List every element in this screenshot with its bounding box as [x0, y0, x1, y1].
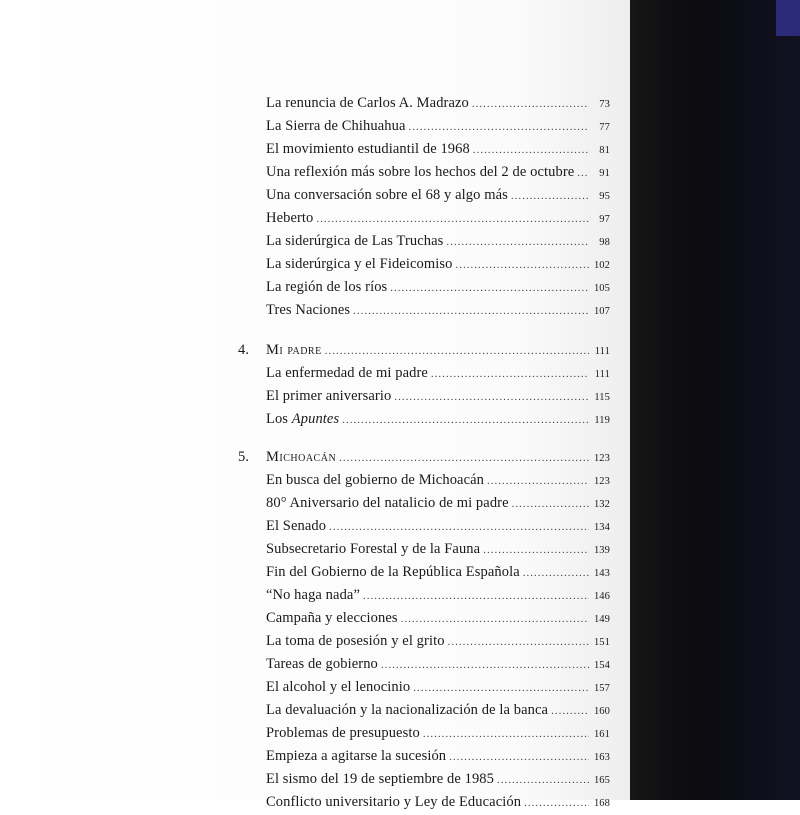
toc-entry — [238, 230, 610, 253]
toc-entry-title: El primer aniversario — [266, 388, 392, 404]
toc-entry-title: Conflicto universitario y Ley de Educación — [266, 794, 522, 810]
toc-entry — [238, 515, 610, 538]
toc-entry-page: 157 — [593, 683, 610, 694]
toc-entry-page: 91 — [599, 168, 610, 179]
toc-entry-title: Una conversación sobre el 68 y algo más — [266, 187, 508, 203]
leader-dots — [413, 677, 589, 700]
leader-dots — [551, 700, 589, 723]
leader-dots — [487, 470, 589, 493]
toc-entry-page: 139 — [593, 545, 610, 556]
toc-entry — [238, 253, 610, 276]
toc-entry-title: Tareas de gobierno — [266, 656, 378, 672]
leader-dots — [524, 792, 589, 815]
toc-entry — [238, 469, 610, 492]
toc-entry — [238, 276, 610, 299]
toc-entry-page: 168 — [593, 798, 610, 809]
toc-entry-title: “No haga nada” — [266, 587, 360, 603]
toc-entry-title: Fin del Gobierno de la República Española — [266, 564, 520, 580]
toc-entry-title: El alcohol y el lenocinio — [266, 679, 411, 695]
toc-entry-page: 134 — [593, 522, 610, 533]
toc-entry — [238, 115, 610, 138]
leader-dots — [511, 185, 589, 208]
toc-entry-page: 115 — [594, 392, 610, 403]
toc-entry-page: 123 — [593, 476, 610, 487]
toc-entry — [238, 584, 610, 607]
toc-entry-page: 132 — [593, 499, 610, 510]
toc-entry-page: 143 — [593, 568, 610, 579]
toc-entry — [238, 699, 610, 722]
leader-dots — [394, 386, 589, 409]
toc-entry — [238, 408, 610, 431]
toc-entry-title: La enfermedad de mi padre — [266, 365, 428, 381]
toc-entry — [238, 299, 610, 322]
toc-entry-title: Heberto — [266, 210, 314, 226]
leader-dots — [446, 231, 589, 254]
leader-dots — [339, 447, 589, 470]
leader-dots — [449, 746, 589, 769]
leader-dots — [409, 116, 590, 139]
toc-entry-title: El sismo del 19 de septiembre de 1985 — [266, 771, 495, 787]
table-of-contents — [238, 92, 610, 814]
toc-entry-page: 73 — [599, 99, 610, 110]
toc-entry-page: 154 — [593, 660, 610, 671]
leader-dots — [483, 539, 589, 562]
chapter-number: 4. — [238, 342, 250, 358]
chapter-heading-5 — [238, 446, 610, 469]
toc-entry-page: 98 — [599, 237, 610, 248]
toc-entry-page: 165 — [593, 775, 610, 786]
toc-entry-page: 97 — [599, 214, 610, 225]
toc-entry — [238, 492, 610, 515]
chapter-number: 5. — [238, 449, 250, 465]
toc-entry-page: 146 — [593, 591, 610, 602]
toc-entry-page: 81 — [599, 145, 610, 156]
toc-entry-page: 151 — [593, 637, 610, 648]
toc-entry — [238, 791, 610, 814]
toc-entry-title: 80° Aniversario del natalicio de mi padre — [266, 495, 509, 511]
leader-dots — [401, 608, 589, 631]
toc-entry-title: La renuncia de Carlos A. Madrazo — [266, 95, 469, 111]
toc-entry — [238, 207, 610, 230]
toc-entry-page: 163 — [593, 752, 610, 763]
toc-entry-title-prefix: Los — [266, 411, 292, 427]
toc-entry-page: 160 — [593, 706, 610, 717]
leader-dots — [325, 340, 589, 363]
toc-entry — [238, 722, 610, 745]
leader-dots — [431, 363, 589, 386]
toc-entry-title: Subsecretario Forestal y de la Fauna — [266, 541, 481, 557]
chapter-page: 123 — [593, 453, 610, 464]
toc-entry-title: El Senado — [266, 518, 327, 534]
toc-entry — [238, 161, 610, 184]
leader-dots — [512, 493, 589, 516]
leader-dots — [329, 516, 589, 539]
leader-dots — [381, 654, 589, 677]
leader-dots — [316, 208, 589, 231]
chapter-title: Michoacán — [266, 449, 337, 465]
leader-dots — [363, 585, 589, 608]
leader-dots — [497, 769, 589, 792]
leader-dots — [472, 93, 589, 116]
toc-entry — [238, 362, 610, 385]
leader-dots — [577, 162, 589, 185]
leader-dots — [455, 254, 589, 277]
blue-cover-corner — [776, 0, 800, 36]
leader-dots — [423, 723, 589, 746]
toc-entry-title: La región de los ríos — [266, 279, 388, 295]
toc-entry — [238, 138, 610, 161]
toc-entry-title: La devaluación y la nacionalización de la banca — [266, 702, 549, 718]
toc-entry-title: El movimiento estudiantil de 1968 — [266, 141, 470, 157]
chapter-title: Mi padre — [266, 342, 322, 358]
toc-entry-page: 149 — [593, 614, 610, 625]
toc-entry-title: Tres Naciones — [266, 302, 351, 318]
toc-entry-title: En busca del gobierno de Michoacán — [266, 472, 485, 488]
leader-dots — [523, 562, 589, 585]
toc-entry-title: La toma de posesión y el grito — [266, 633, 445, 649]
toc-entry — [238, 676, 610, 699]
toc-entry-page: 77 — [599, 122, 610, 133]
toc-entry-page: 102 — [593, 260, 610, 271]
toc-entry — [238, 745, 610, 768]
toc-entry-page: 105 — [593, 283, 610, 294]
toc-entry — [238, 538, 610, 561]
toc-entry — [238, 653, 610, 676]
toc-entry-page: 111 — [594, 369, 610, 380]
toc-entry-title-italic: Apuntes — [291, 411, 340, 427]
toc-entry — [238, 607, 610, 630]
leader-dots — [390, 277, 589, 300]
toc-entry-title — [266, 408, 339, 431]
toc-entry-page: 119 — [594, 415, 610, 426]
toc-entry-title: Una reflexión más sobre los hechos del 2 de octubre — [266, 164, 575, 180]
toc-entry — [238, 768, 610, 791]
toc-entry — [238, 184, 610, 207]
chapter-heading-4 — [238, 339, 610, 362]
leader-dots — [448, 631, 589, 654]
book-edge-background — [630, 0, 800, 800]
toc-entry — [238, 630, 610, 653]
toc-entry-title: Campaña y elecciones — [266, 610, 398, 626]
chapter-page: 111 — [594, 346, 610, 357]
toc-entry-page: 95 — [599, 191, 610, 202]
toc-entry-title: Problemas de presupuesto — [266, 725, 420, 741]
toc-entry-title: La Sierra de Chihuahua — [266, 118, 406, 134]
toc-entry — [238, 385, 610, 408]
leader-dots — [353, 300, 589, 323]
toc-entry-title: La siderúrgica de Las Truchas — [266, 233, 444, 249]
toc-entry-title: Empieza a agitarse la sucesión — [266, 748, 447, 764]
leader-dots — [342, 409, 589, 432]
leader-dots — [473, 139, 589, 162]
toc-entry — [238, 92, 610, 115]
toc-entry-page: 107 — [593, 306, 610, 317]
toc-entry-page: 161 — [593, 729, 610, 740]
toc-entry-title: La siderúrgica y el Fideicomiso — [266, 256, 453, 272]
toc-entry — [238, 561, 610, 584]
